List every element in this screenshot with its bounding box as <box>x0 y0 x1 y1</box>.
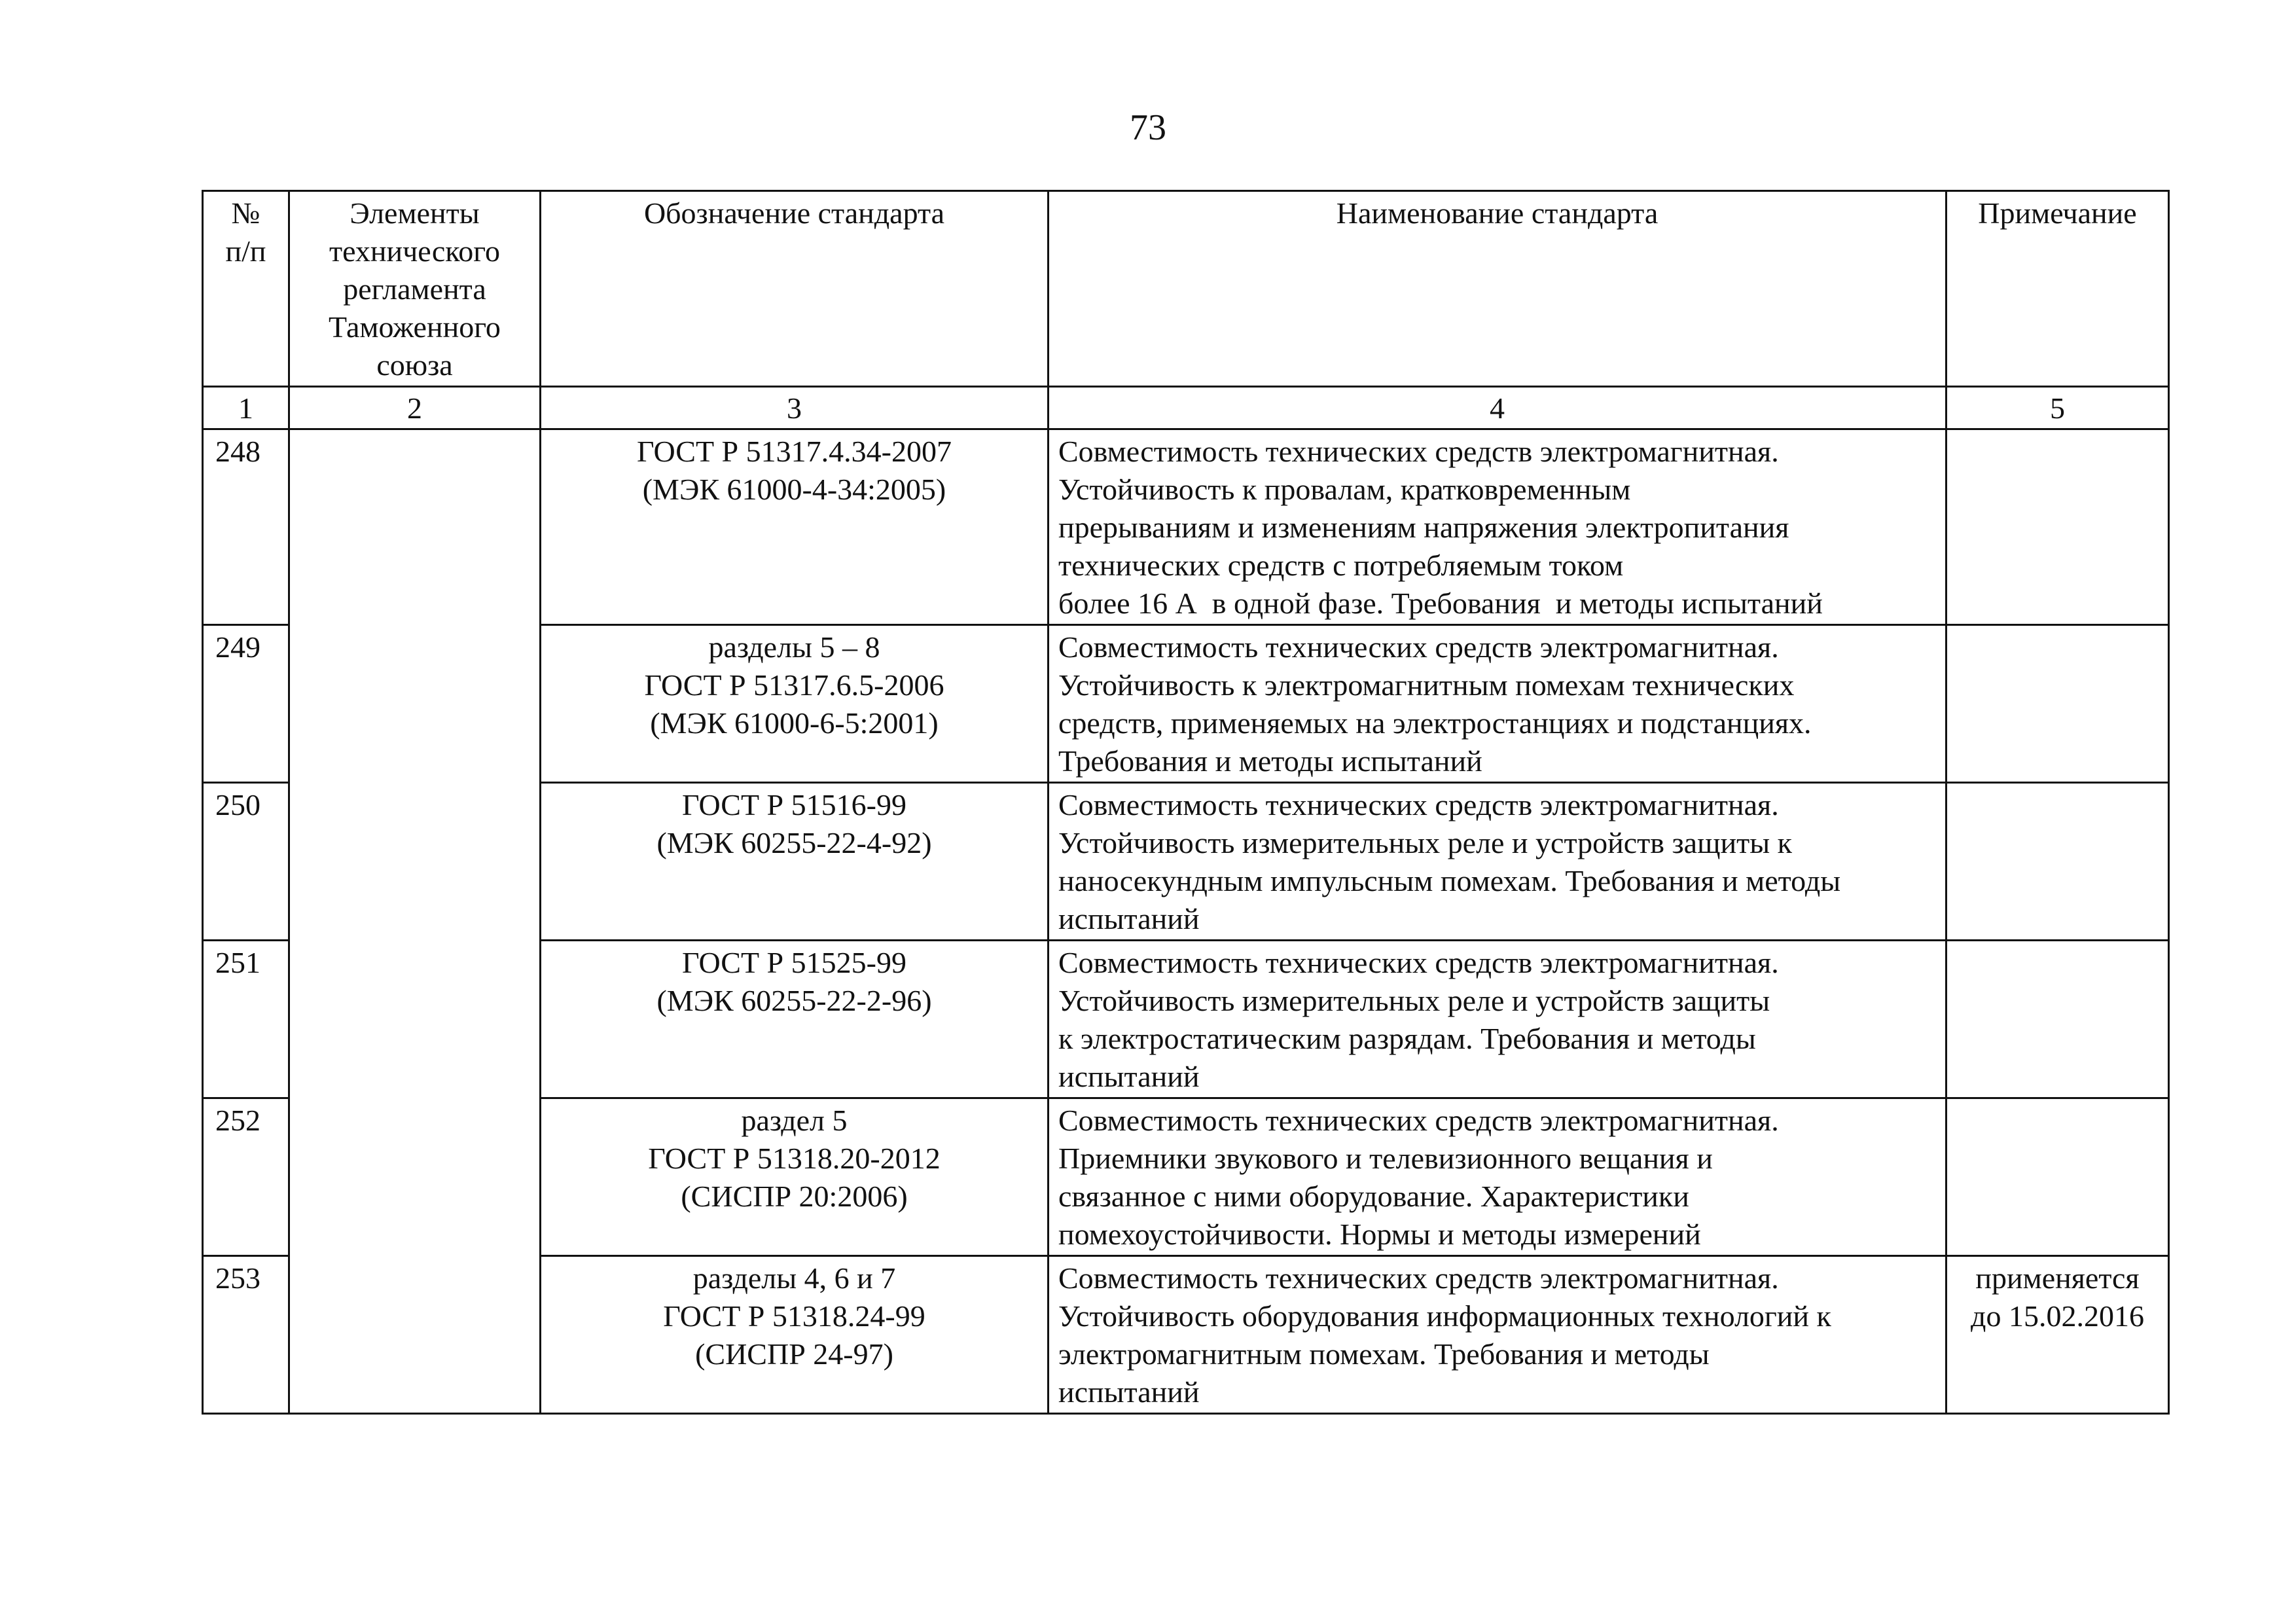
name-cell: Совместимость технических средств электромагнитная. Устойчивость к электромагнитным помехам технических средств, применяемых на электростанциях и подстанциях. Требования и методы испытаний <box>1049 625 1946 783</box>
header-note: Примечание <box>1946 191 2169 387</box>
page-number: 73 <box>1130 107 1166 148</box>
column-number: 2 <box>289 387 541 429</box>
column-number: 3 <box>541 387 1049 429</box>
name-cell: Совместимость технических средств электромагнитная. Устойчивость к провалам, кратковременным прерываниям и изменениям напряжения электропитания технических средств с потребляемым током более 16 А в одной фазе. Требования и методы испытаний <box>1049 429 1946 625</box>
note-cell <box>1946 429 2169 625</box>
note-cell: применяется до 15.02.2016 <box>1946 1256 2169 1414</box>
designation-cell: ГОСТ Р 51525-99 (МЭК 60255-22-2-96) <box>541 941 1049 1098</box>
name-cell: Совместимость технических средств электромагнитная. Устойчивость оборудования информационных технологий к электромагнитным помехам. Требования и методы испытаний <box>1049 1256 1946 1414</box>
header-name: Наименование стандарта <box>1049 191 1946 387</box>
elements-cell <box>289 429 541 1414</box>
name-cell: Совместимость технических средств электромагнитная. Устойчивость измерительных реле и устройств защиты к электростатическим разрядам. Требования и методы испытаний <box>1049 941 1946 1098</box>
standards-table <box>202 190 2170 1415</box>
column-number: 4 <box>1049 387 1946 429</box>
row-number: 252 <box>203 1098 289 1256</box>
note-cell <box>1946 941 2169 1098</box>
header-row <box>203 191 2169 387</box>
header-elements: Элементы технического регламента Таможенного союза <box>289 191 541 387</box>
name-cell: Совместимость технических средств электромагнитная. Устойчивость измерительных реле и устройств защиты к наносекундным импульсным помехам. Требования и методы испытаний <box>1049 783 1946 941</box>
row-number: 253 <box>203 1256 289 1414</box>
designation-cell: разделы 4, 6 и 7 ГОСТ Р 51318.24-99 (СИСПР 24-97) <box>541 1256 1049 1414</box>
column-number: 1 <box>203 387 289 429</box>
row-number: 249 <box>203 625 289 783</box>
designation-cell: ГОСТ Р 51317.4.34-2007 (МЭК 61000-4-34:2005) <box>541 429 1049 625</box>
row-number: 250 <box>203 783 289 941</box>
row-number: 248 <box>203 429 289 625</box>
designation-cell: ГОСТ Р 51516-99 (МЭК 60255-22-4-92) <box>541 783 1049 941</box>
table-row <box>203 429 2169 625</box>
note-cell <box>1946 1098 2169 1256</box>
designation-cell: раздел 5 ГОСТ Р 51318.20-2012 (СИСПР 20:2006) <box>541 1098 1049 1256</box>
designation-cell: разделы 5 – 8 ГОСТ Р 51317.6.5-2006 (МЭК 61000-6-5:2001) <box>541 625 1049 783</box>
column-number-row <box>203 387 2169 429</box>
header-designation: Обозначение стандарта <box>541 191 1049 387</box>
column-number: 5 <box>1946 387 2169 429</box>
name-cell: Совместимость технических средств электромагнитная. Приемники звукового и телевизионного вещания и связанное с ними оборудование. Характеристики помехоустойчивости. Нормы и методы измерений <box>1049 1098 1946 1256</box>
note-cell <box>1946 783 2169 941</box>
header-num: № п/п <box>203 191 289 387</box>
row-number: 251 <box>203 941 289 1098</box>
note-cell <box>1946 625 2169 783</box>
